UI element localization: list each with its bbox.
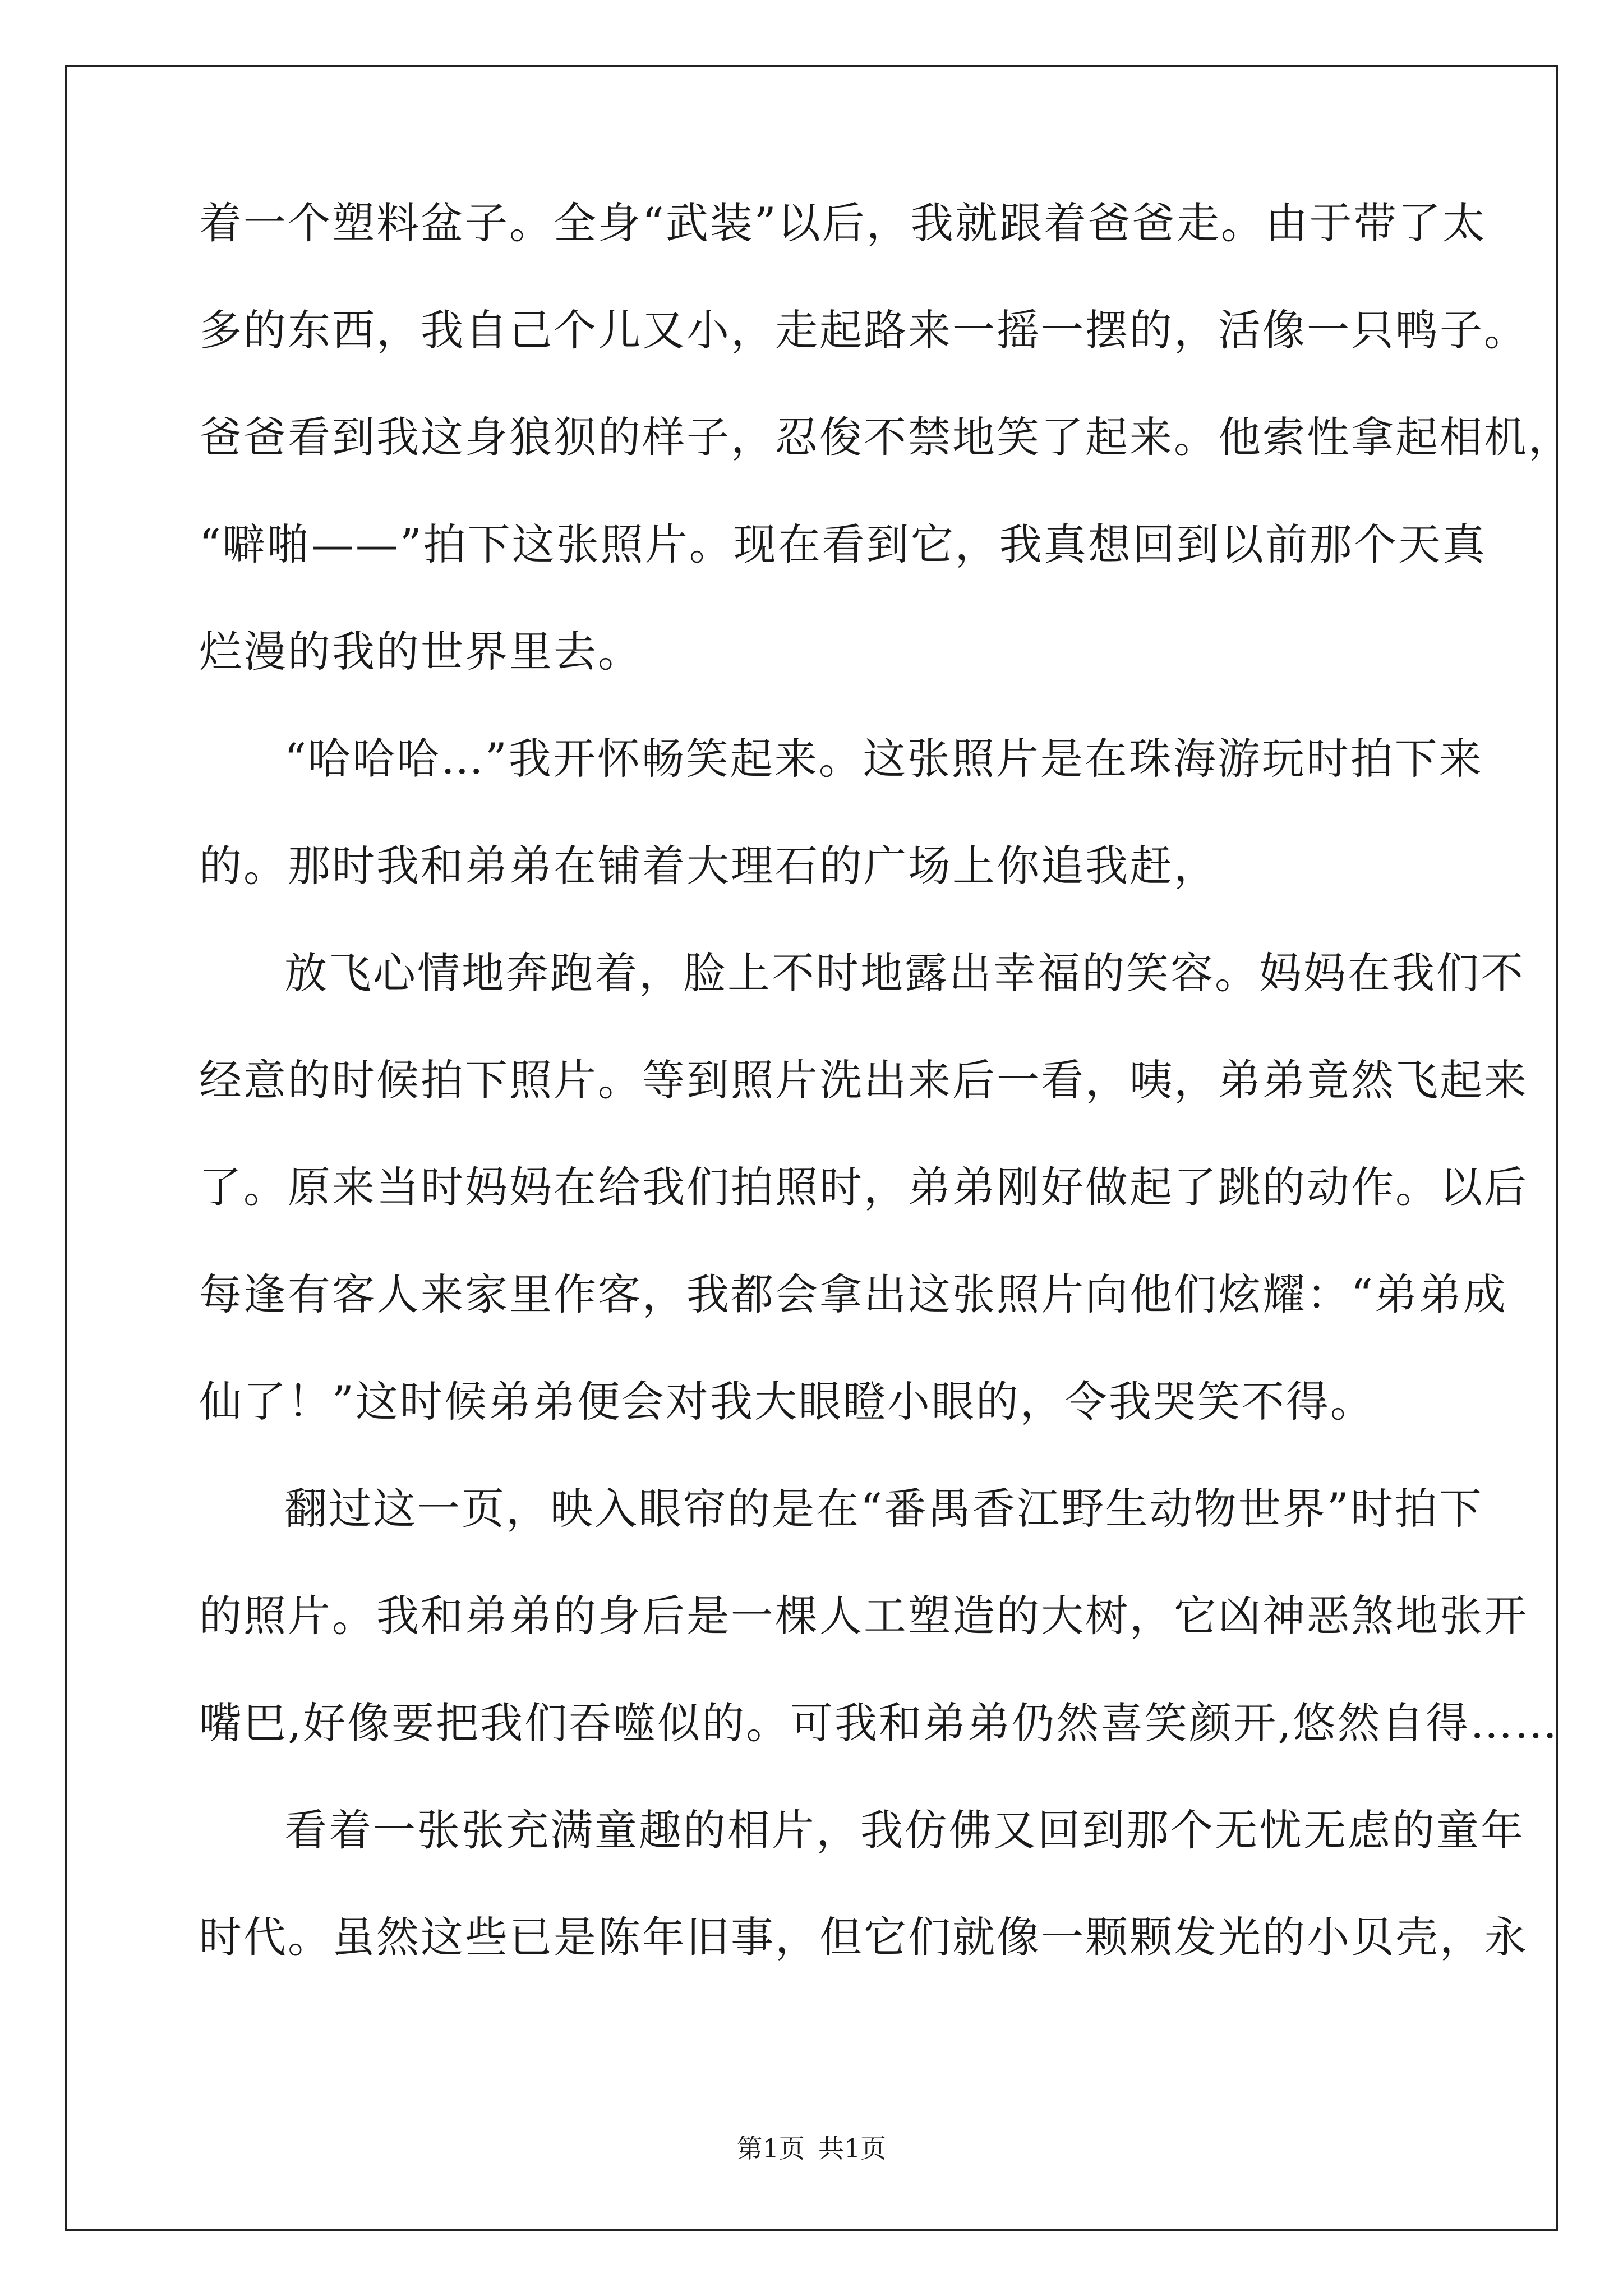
text-line: 着一个塑料盆子。全身“武装”以后，我就跟着爸爸走。由于带了太 (199, 198, 1487, 248)
text-line: 爸爸看到我这身狼狈的样子，忍俊不禁地笑了起来。他索性拿起相机， (199, 412, 1573, 462)
text-line: 每逢有客人来家里作客，我都会拿出这张照片向他们炫耀：“弟弟成 (199, 1269, 1507, 1319)
text-line: 烂漫的我的世界里去。 (199, 627, 642, 677)
paragraph-5 (199, 1803, 1528, 1964)
text-line: 的照片。我和弟弟的身后是一棵人工塑造的大树，它凶神恶煞地张开 (199, 1591, 1528, 1641)
page-footer (0, 2132, 1623, 2165)
paragraph-3 (199, 946, 1528, 1429)
text-line: 经意的时候拍下照片。等到照片洗出来后一看，咦，弟弟竟然飞起来 (199, 1055, 1528, 1105)
paragraph-2 (199, 732, 1483, 893)
text-line: “哈哈哈…”我开怀畅笑起来。这张照片是在珠海游玩时拍下来 (284, 734, 1483, 784)
paragraph-1 (199, 196, 1573, 679)
text-line: 时代。虽然这些已是陈年旧事，但它们就像一颗颗发光的小贝壳，永 (199, 1912, 1528, 1962)
text-line: 看着一张张充满童趣的相片，我仿佛又回到那个无忧无虑的童年 (284, 1805, 1525, 1855)
text-line: “噼啪——”拍下这张照片。现在看到它，我真想回到以前那个天真 (199, 519, 1487, 569)
text-line: 的。那时我和弟弟在铺着大理石的广场上你追我赶， (199, 841, 1218, 891)
text-line: 了。原来当时妈妈在给我们拍照时，弟弟刚好做起了跳的动作。以后 (199, 1162, 1528, 1212)
page-number-current: 第1页 (736, 2133, 805, 2164)
page-number-total: 共1页 (818, 2133, 887, 2164)
text-line: 嘴巴,好像要把我们吞噬似的。可我和弟弟仍然喜笑颜开,悠然自得…… (199, 1698, 1559, 1748)
paragraph-4 (199, 1482, 1559, 1750)
document-body (199, 196, 1573, 1964)
text-line: 多的东西，我自己个儿又小，走起路来一摇一摆的，活像一只鸭子。 (199, 305, 1528, 355)
text-line: 放飞心情地奔跑着，脸上不时地露出幸福的笑容。妈妈在我们不 (284, 948, 1525, 998)
text-line: 仙了！”这时候弟弟便会对我大眼瞪小眼的，令我哭笑不得。 (199, 1377, 1375, 1427)
text-line: 翻过这一页，映入眼帘的是在“番禺香江野生动物世界”时拍下 (284, 1484, 1483, 1534)
